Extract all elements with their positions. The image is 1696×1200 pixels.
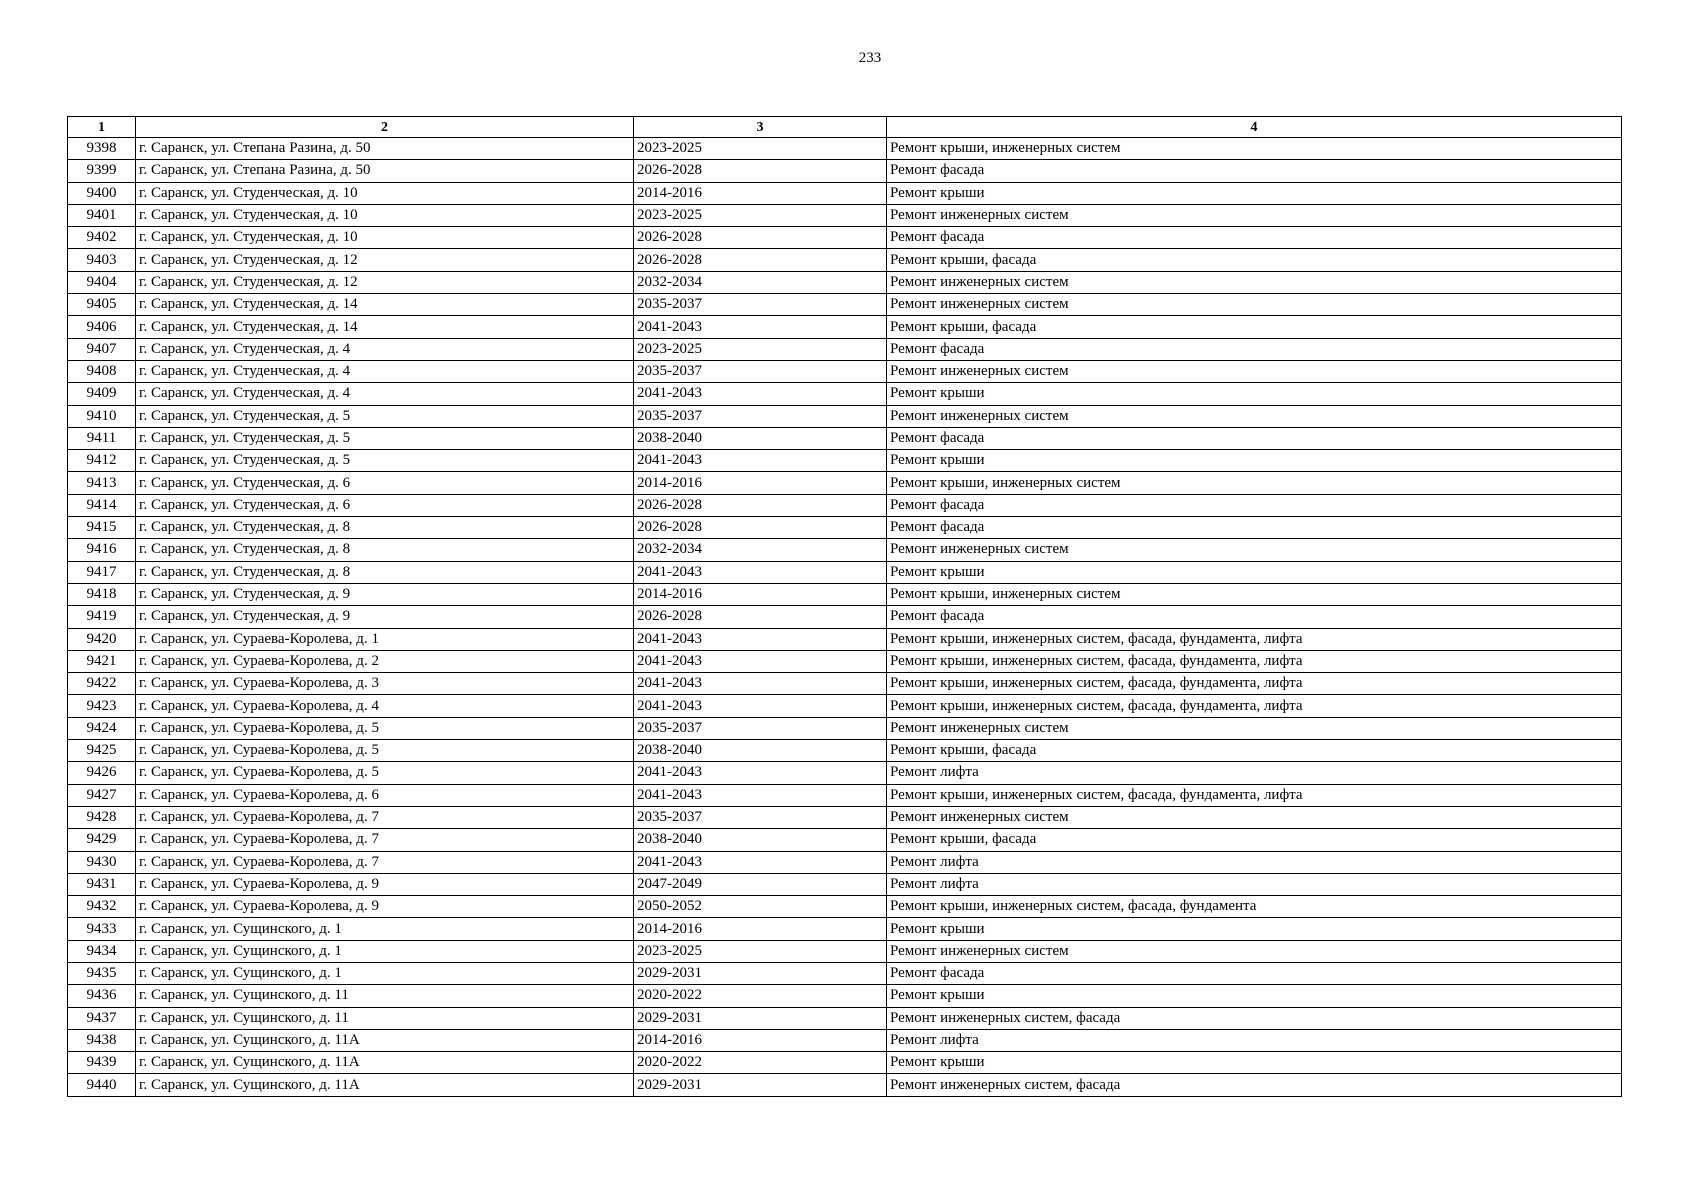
table-row	[68, 383, 1622, 405]
address-cell: г. Саранск, ул. Сураева-Королева, д. 7	[136, 851, 634, 873]
work-type-cell: Ремонт крыши, фасада	[887, 316, 1622, 338]
period-cell: 2035-2037	[634, 294, 887, 316]
repair-schedule-table	[67, 116, 1622, 1097]
address-cell: г. Саранск, ул. Студенческая, д. 14	[136, 316, 634, 338]
work-type-cell: Ремонт фасада	[887, 227, 1622, 249]
period-cell: 2041-2043	[634, 784, 887, 806]
row-number-cell: 9404	[68, 271, 136, 293]
table-row	[68, 227, 1622, 249]
row-number-cell: 9413	[68, 472, 136, 494]
address-cell: г. Саранск, ул. Степана Разина, д. 50	[136, 160, 634, 182]
address-cell: г. Саранск, ул. Сураева-Королева, д. 9	[136, 873, 634, 895]
row-number-cell: 9428	[68, 806, 136, 828]
row-number-cell: 9438	[68, 1029, 136, 1051]
address-cell: г. Саранск, ул. Студенческая, д. 14	[136, 294, 634, 316]
row-number-cell: 9410	[68, 405, 136, 427]
row-number-cell: 9399	[68, 160, 136, 182]
work-type-cell: Ремонт крыши	[887, 383, 1622, 405]
row-number-cell: 9440	[68, 1074, 136, 1096]
row-number-cell: 9403	[68, 249, 136, 271]
row-number-cell: 9409	[68, 383, 136, 405]
table-row	[68, 316, 1622, 338]
table-row	[68, 583, 1622, 605]
work-type-cell: Ремонт инженерных систем	[887, 405, 1622, 427]
table-row	[68, 940, 1622, 962]
row-number-cell: 9425	[68, 740, 136, 762]
address-cell: г. Саранск, ул. Студенческая, д. 5	[136, 405, 634, 427]
work-type-cell: Ремонт инженерных систем	[887, 271, 1622, 293]
period-cell: 2032-2034	[634, 539, 887, 561]
address-cell: г. Саранск, ул. Сущинского, д. 11А	[136, 1074, 634, 1096]
row-number-cell: 9422	[68, 673, 136, 695]
period-cell: 2026-2028	[634, 606, 887, 628]
address-cell: г. Саранск, ул. Сущинского, д. 11А	[136, 1029, 634, 1051]
work-type-cell: Ремонт крыши, инженерных систем, фасада, фундамента, лифта	[887, 784, 1622, 806]
period-cell: 2035-2037	[634, 717, 887, 739]
row-number-cell: 9405	[68, 294, 136, 316]
table-row	[68, 539, 1622, 561]
row-number-cell: 9420	[68, 628, 136, 650]
work-type-cell: Ремонт фасада	[887, 494, 1622, 516]
column-header-3: 3	[634, 117, 887, 138]
work-type-cell: Ремонт крыши, фасада	[887, 740, 1622, 762]
address-cell: г. Саранск, ул. Студенческая, д. 12	[136, 271, 634, 293]
row-number-cell: 9430	[68, 851, 136, 873]
work-type-cell: Ремонт инженерных систем, фасада	[887, 1007, 1622, 1029]
address-cell: г. Саранск, ул. Сураева-Королева, д. 6	[136, 784, 634, 806]
address-cell: г. Саранск, ул. Студенческая, д. 6	[136, 494, 634, 516]
address-cell: г. Саранск, ул. Студенческая, д. 4	[136, 383, 634, 405]
period-cell: 2050-2052	[634, 896, 887, 918]
period-cell: 2026-2028	[634, 517, 887, 539]
table-row	[68, 360, 1622, 382]
row-number-cell: 9429	[68, 829, 136, 851]
address-cell: г. Саранск, ул. Сущинского, д. 11	[136, 1007, 634, 1029]
table-row	[68, 918, 1622, 940]
address-cell: г. Саранск, ул. Студенческая, д. 9	[136, 606, 634, 628]
column-header-1: 1	[68, 117, 136, 138]
period-cell: 2029-2031	[634, 1074, 887, 1096]
row-number-cell: 9408	[68, 360, 136, 382]
work-type-cell: Ремонт инженерных систем	[887, 806, 1622, 828]
period-cell: 2041-2043	[634, 695, 887, 717]
period-cell: 2035-2037	[634, 360, 887, 382]
period-cell: 2041-2043	[634, 851, 887, 873]
table-row	[68, 896, 1622, 918]
period-cell: 2020-2022	[634, 985, 887, 1007]
address-cell: г. Саранск, ул. Сураева-Королева, д. 7	[136, 829, 634, 851]
work-type-cell: Ремонт лифта	[887, 762, 1622, 784]
table-row	[68, 561, 1622, 583]
address-cell: г. Саранск, ул. Сураева-Королева, д. 5	[136, 717, 634, 739]
row-number-cell: 9407	[68, 338, 136, 360]
address-cell: г. Саранск, ул. Сураева-Королева, д. 4	[136, 695, 634, 717]
address-cell: г. Саранск, ул. Сураева-Королева, д. 1	[136, 628, 634, 650]
table-row	[68, 271, 1622, 293]
period-cell: 2041-2043	[634, 561, 887, 583]
work-type-cell: Ремонт лифта	[887, 851, 1622, 873]
address-cell: г. Саранск, ул. Сущинского, д. 1	[136, 962, 634, 984]
row-number-cell: 9423	[68, 695, 136, 717]
work-type-cell: Ремонт фасада	[887, 160, 1622, 182]
table-row	[68, 851, 1622, 873]
row-number-cell: 9406	[68, 316, 136, 338]
table-body	[68, 138, 1622, 1097]
table-row	[68, 338, 1622, 360]
period-cell: 2041-2043	[634, 650, 887, 672]
address-cell: г. Саранск, ул. Студенческая, д. 5	[136, 427, 634, 449]
period-cell: 2041-2043	[634, 316, 887, 338]
work-type-cell: Ремонт крыши, инженерных систем, фасада, фундамента, лифта	[887, 695, 1622, 717]
row-number-cell: 9426	[68, 762, 136, 784]
table-row	[68, 985, 1622, 1007]
work-type-cell: Ремонт инженерных систем	[887, 717, 1622, 739]
work-type-cell: Ремонт инженерных систем	[887, 294, 1622, 316]
row-number-cell: 9421	[68, 650, 136, 672]
table-row	[68, 204, 1622, 226]
period-cell: 2041-2043	[634, 762, 887, 784]
work-type-cell: Ремонт крыши, инженерных систем	[887, 138, 1622, 160]
address-cell: г. Саранск, ул. Студенческая, д. 4	[136, 360, 634, 382]
work-type-cell: Ремонт крыши, инженерных систем, фасада, фундамента, лифта	[887, 650, 1622, 672]
work-type-cell: Ремонт крыши, инженерных систем	[887, 472, 1622, 494]
row-number-cell: 9432	[68, 896, 136, 918]
table-row	[68, 806, 1622, 828]
period-cell: 2035-2037	[634, 405, 887, 427]
table-row	[68, 628, 1622, 650]
table-row	[68, 472, 1622, 494]
address-cell: г. Саранск, ул. Студенческая, д. 10	[136, 227, 634, 249]
period-cell: 2020-2022	[634, 1052, 887, 1074]
work-type-cell: Ремонт крыши, инженерных систем, фасада, фундамента	[887, 896, 1622, 918]
work-type-cell: Ремонт крыши	[887, 918, 1622, 940]
period-cell: 2014-2016	[634, 182, 887, 204]
work-type-cell: Ремонт крыши	[887, 561, 1622, 583]
row-number-cell: 9415	[68, 517, 136, 539]
address-cell: г. Саранск, ул. Студенческая, д. 10	[136, 182, 634, 204]
row-number-cell: 9439	[68, 1052, 136, 1074]
period-cell: 2041-2043	[634, 673, 887, 695]
period-cell: 2032-2034	[634, 271, 887, 293]
table-row	[68, 606, 1622, 628]
address-cell: г. Саранск, ул. Степана Разина, д. 50	[136, 138, 634, 160]
row-number-cell: 9418	[68, 583, 136, 605]
row-number-cell: 9424	[68, 717, 136, 739]
row-number-cell: 9417	[68, 561, 136, 583]
table-row	[68, 650, 1622, 672]
period-cell: 2041-2043	[634, 383, 887, 405]
row-number-cell: 9398	[68, 138, 136, 160]
table-header-row	[68, 117, 1622, 138]
work-type-cell: Ремонт фасада	[887, 427, 1622, 449]
period-cell: 2047-2049	[634, 873, 887, 895]
row-number-cell: 9435	[68, 962, 136, 984]
address-cell: г. Саранск, ул. Студенческая, д. 4	[136, 338, 634, 360]
address-cell: г. Саранск, ул. Студенческая, д. 10	[136, 204, 634, 226]
period-cell: 2026-2028	[634, 249, 887, 271]
address-cell: г. Саранск, ул. Сущинского, д. 1	[136, 940, 634, 962]
table-row	[68, 427, 1622, 449]
table-row	[68, 450, 1622, 472]
row-number-cell: 9412	[68, 450, 136, 472]
work-type-cell: Ремонт фасада	[887, 606, 1622, 628]
row-number-cell: 9419	[68, 606, 136, 628]
period-cell: 2014-2016	[634, 918, 887, 940]
table-row	[68, 873, 1622, 895]
period-cell: 2023-2025	[634, 338, 887, 360]
address-cell: г. Саранск, ул. Студенческая, д. 8	[136, 539, 634, 561]
period-cell: 2023-2025	[634, 204, 887, 226]
row-number-cell: 9436	[68, 985, 136, 1007]
period-cell: 2035-2037	[634, 806, 887, 828]
work-type-cell: Ремонт инженерных систем	[887, 204, 1622, 226]
table-row	[68, 494, 1622, 516]
period-cell: 2041-2043	[634, 628, 887, 650]
table-row	[68, 717, 1622, 739]
address-cell: г. Саранск, ул. Сущинского, д. 11А	[136, 1052, 634, 1074]
table-row	[68, 762, 1622, 784]
table-row	[68, 1074, 1622, 1096]
row-number-cell: 9416	[68, 539, 136, 561]
work-type-cell: Ремонт крыши	[887, 985, 1622, 1007]
address-cell: г. Саранск, ул. Сураева-Королева, д. 3	[136, 673, 634, 695]
address-cell: г. Саранск, ул. Студенческая, д. 9	[136, 583, 634, 605]
period-cell: 2014-2016	[634, 472, 887, 494]
address-cell: г. Саранск, ул. Сураева-Королева, д. 2	[136, 650, 634, 672]
period-cell: 2026-2028	[634, 160, 887, 182]
table-row	[68, 962, 1622, 984]
row-number-cell: 9400	[68, 182, 136, 204]
period-cell: 2023-2025	[634, 940, 887, 962]
work-type-cell: Ремонт крыши, инженерных систем	[887, 583, 1622, 605]
work-type-cell: Ремонт крыши, фасада	[887, 249, 1622, 271]
column-header-2: 2	[136, 117, 634, 138]
row-number-cell: 9402	[68, 227, 136, 249]
address-cell: г. Саранск, ул. Сущинского, д. 11	[136, 985, 634, 1007]
address-cell: г. Саранск, ул. Студенческая, д. 6	[136, 472, 634, 494]
address-cell: г. Саранск, ул. Студенческая, д. 5	[136, 450, 634, 472]
table-row	[68, 1007, 1622, 1029]
address-cell: г. Саранск, ул. Сущинского, д. 1	[136, 918, 634, 940]
row-number-cell: 9427	[68, 784, 136, 806]
work-type-cell: Ремонт крыши, фасада	[887, 829, 1622, 851]
table-row	[68, 784, 1622, 806]
address-cell: г. Саранск, ул. Студенческая, д. 8	[136, 561, 634, 583]
table-row	[68, 517, 1622, 539]
period-cell: 2029-2031	[634, 962, 887, 984]
row-number-cell: 9437	[68, 1007, 136, 1029]
work-type-cell: Ремонт инженерных систем	[887, 940, 1622, 962]
address-cell: г. Саранск, ул. Студенческая, д. 12	[136, 249, 634, 271]
period-cell: 2014-2016	[634, 1029, 887, 1051]
table-row	[68, 160, 1622, 182]
work-type-cell: Ремонт лифта	[887, 1029, 1622, 1051]
table-row	[68, 1029, 1622, 1051]
period-cell: 2026-2028	[634, 227, 887, 249]
work-type-cell: Ремонт крыши, инженерных систем, фасада, фундамента, лифта	[887, 673, 1622, 695]
work-type-cell: Ремонт крыши	[887, 1052, 1622, 1074]
address-cell: г. Саранск, ул. Сураева-Королева, д. 9	[136, 896, 634, 918]
row-number-cell: 9411	[68, 427, 136, 449]
period-cell: 2026-2028	[634, 494, 887, 516]
row-number-cell: 9434	[68, 940, 136, 962]
work-type-cell: Ремонт крыши	[887, 450, 1622, 472]
work-type-cell: Ремонт фасада	[887, 962, 1622, 984]
address-cell: г. Саранск, ул. Сураева-Королева, д. 5	[136, 740, 634, 762]
period-cell: 2038-2040	[634, 740, 887, 762]
table-row	[68, 829, 1622, 851]
row-number-cell: 9401	[68, 204, 136, 226]
address-cell: г. Саранск, ул. Студенческая, д. 8	[136, 517, 634, 539]
table-row	[68, 740, 1622, 762]
work-type-cell: Ремонт фасада	[887, 517, 1622, 539]
table-row	[68, 405, 1622, 427]
period-cell: 2014-2016	[634, 583, 887, 605]
work-type-cell: Ремонт инженерных систем, фасада	[887, 1074, 1622, 1096]
table-row	[68, 294, 1622, 316]
table-row	[68, 249, 1622, 271]
period-cell: 2038-2040	[634, 829, 887, 851]
table-row	[68, 138, 1622, 160]
table-row	[68, 695, 1622, 717]
period-cell: 2029-2031	[634, 1007, 887, 1029]
work-type-cell: Ремонт крыши, инженерных систем, фасада, фундамента, лифта	[887, 628, 1622, 650]
work-type-cell: Ремонт инженерных систем	[887, 360, 1622, 382]
period-cell: 2038-2040	[634, 427, 887, 449]
column-header-4: 4	[887, 117, 1622, 138]
address-cell: г. Саранск, ул. Сураева-Королева, д. 7	[136, 806, 634, 828]
table-row	[68, 182, 1622, 204]
page-number: 233	[858, 50, 882, 66]
work-type-cell: Ремонт фасада	[887, 338, 1622, 360]
work-type-cell: Ремонт инженерных систем	[887, 539, 1622, 561]
work-type-cell: Ремонт лифта	[887, 873, 1622, 895]
row-number-cell: 9431	[68, 873, 136, 895]
row-number-cell: 9433	[68, 918, 136, 940]
period-cell: 2023-2025	[634, 138, 887, 160]
table-row	[68, 1052, 1622, 1074]
table-row	[68, 673, 1622, 695]
period-cell: 2041-2043	[634, 450, 887, 472]
row-number-cell: 9414	[68, 494, 136, 516]
address-cell: г. Саранск, ул. Сураева-Королева, д. 5	[136, 762, 634, 784]
work-type-cell: Ремонт крыши	[887, 182, 1622, 204]
